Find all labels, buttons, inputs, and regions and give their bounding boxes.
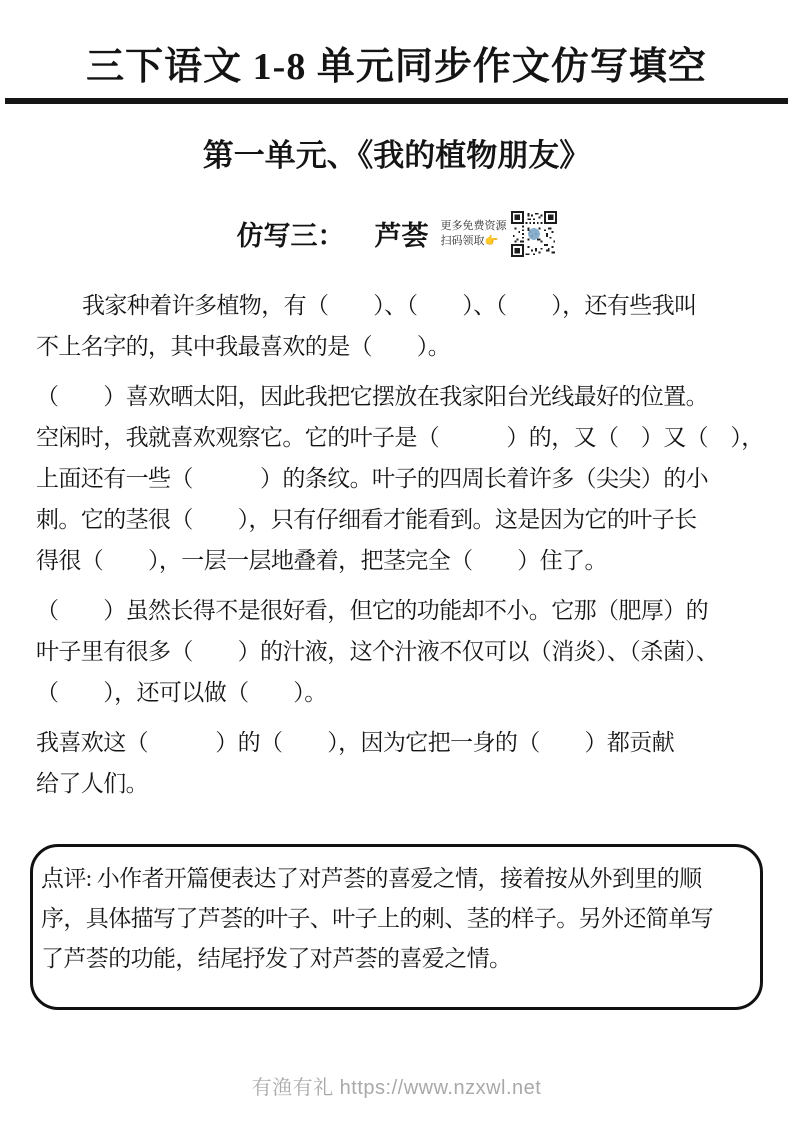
unit-subtitle: 第一单元、《我的植物朋友》 <box>202 137 591 173</box>
text-line: 给了人们。 <box>36 770 149 796</box>
paragraph-3 <box>36 590 757 713</box>
title-divider <box>5 98 788 104</box>
exercise-label: 仿写三： <box>236 221 345 251</box>
exercise-topic: 芦荟 <box>374 221 429 251</box>
footer-watermark: 有渔有礼 https://www.nzxwl.net <box>251 1077 542 1099</box>
text-line: 我喜欢这（ ）的（ ），因为它把一身的（ ）都贡献 <box>36 729 675 755</box>
text-line: （ ）虽然长得不是很好看，但它的功能却不小。它那（肥厚）的 <box>36 597 709 623</box>
text-line: 不上名字的，其中我最喜欢的是（ ）。 <box>36 333 451 359</box>
qr-note-line2: 扫码领取 <box>440 234 485 247</box>
essay-body <box>36 285 764 804</box>
text-line: 空闲时，我就喜欢观察它。它的叶子是（ ）的，又（ ）又（ ）， <box>36 424 764 450</box>
qr-note <box>441 219 507 249</box>
text-line: 叶子里有很多（ ）的汁液，这个汁液不仅可以（消炎）、（杀菌）、 <box>36 638 719 664</box>
exercise-heading-row <box>0 211 793 257</box>
paragraph-1 <box>36 285 757 367</box>
comment-line: 点评: 小作者开篇便表达了对芦荟的喜爱之情，接着按从外到里的顺 <box>41 865 702 891</box>
text-line: （ ），还可以做（ ）。 <box>36 679 327 705</box>
comment-line: 序，具体描写了芦荟的叶子、叶子上的刺、茎的样子。另外还简单写 <box>41 905 714 931</box>
qr-code-icon <box>511 211 557 257</box>
text-line: 刺。它的茎很（ ），只有仔细看才能看到。这是因为它的叶子长 <box>36 506 697 532</box>
paragraph-4 <box>36 722 757 804</box>
teacher-comment-box <box>30 844 763 1010</box>
paragraph-2 <box>36 376 764 581</box>
pointing-finger-icon: 👉 <box>484 234 499 247</box>
text-line: 得很（ ），一层一层地叠着，把茎完全（ ）住了。 <box>36 547 607 573</box>
text-line: 上面还有一些（ ）的条纹。叶子的四周长着许多（尖尖）的小 <box>36 465 709 491</box>
text-line: 我家种着许多植物，有（ ）、（ ）、（ ），还有些我叫 <box>82 292 697 318</box>
comment-line: 了芦荟的功能，结尾抒发了对芦荟的喜爱之情。 <box>41 945 512 971</box>
text-line: （ ）喜欢晒太阳，因此我把它摆放在我家阳台光线最好的位置。 <box>36 383 709 409</box>
page-title: 三下语文 1-8 单元同步作文仿写填空 <box>86 46 707 88</box>
qr-note-line1: 更多免费资源 <box>440 219 507 232</box>
